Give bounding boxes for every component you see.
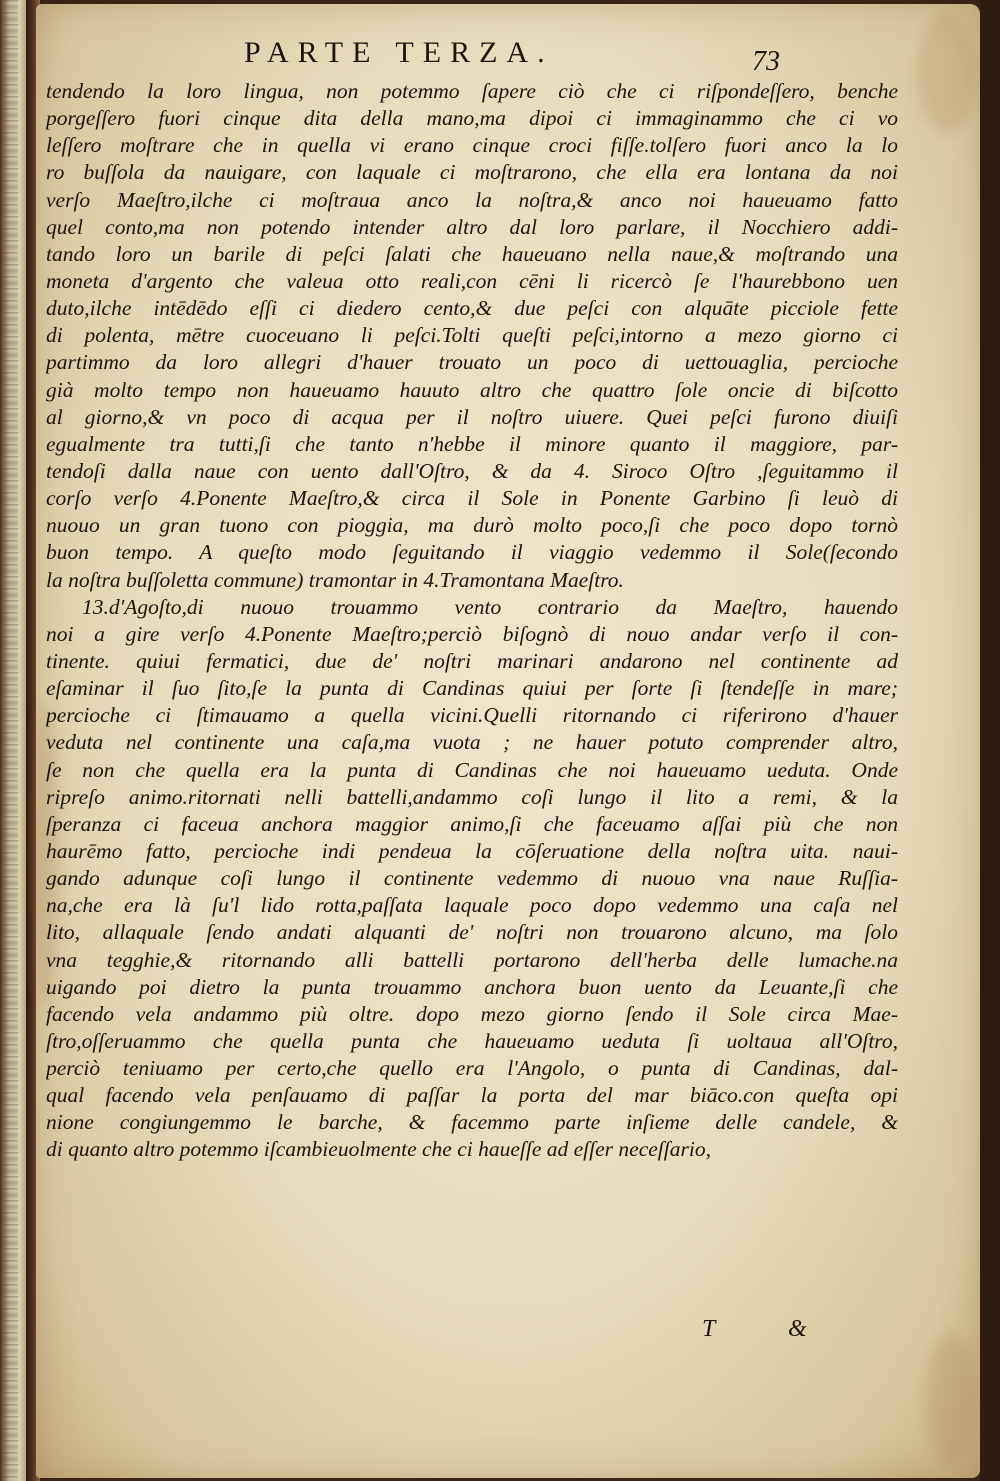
page-number: 73 [752,46,780,77]
text-line: porgeſſero fuori cinque dita della mano,ma dipoi ci immaginammo che ci vo [46,106,898,131]
text-line: buon tempo. A queſto modo ſeguitando il viaggio vedemmo il Sole(ſecondo [46,540,898,565]
text-line: ſe non che quella era la punta di Candinas che noi haueuamo ueduta. Onde [46,757,898,782]
adjacent-page-edge [0,0,26,1481]
text-line: haurēmo fatto, percioche indi pendeua la cōſeruatione della noſtra uita. naui- [46,838,898,863]
text-line: noi a gire verſo 4.Ponente Maeſtro;perciò biſognò di nouo andar verſo il con- [46,621,898,646]
text-line: na,che era là ſu'l lido rotta,paſſata laquale poco dopo vedemmo una caſa nel [46,893,898,918]
text-line: perciò teniuamo per certo,che quello era l'Angolo, o punta di Candinas, dal- [46,1056,898,1081]
text-line: gando adunque coſi lungo il continente vedemmo di nuouo vna naue Ruſſia- [46,866,898,891]
text-line: la noſtra buſſoletta commune) tramontar in 4.Tramontana Maeſtro. [46,567,624,592]
text-line: 13.d'Agoſto,di nuouo trouammo vento contrario da Maeſtro, hauendo [82,594,898,619]
text-line: ro buſſola da nauigare, con laquale ci moſtrarono, che ella era lontana da noi [46,160,898,185]
text-line: moneta d'argento che valeua otto reali,con cēni li ricercò ſe l'haurebbono uen [46,268,898,293]
page-header [36,36,980,76]
text-line: nione congiungemmo le barche, & facemmo parte inſieme delle candele, & [46,1110,898,1135]
text-line: al giorno,& vn poco di acqua per il noſtro uiuere. Quei peſci furono diuiſi [46,404,898,429]
text-line: ſperanza ci faceua anchora maggior animo,ſi che faceuamo aſſai più che non [46,811,898,836]
catchword: & [788,1316,807,1342]
text-line: leſſero moſtrare che in quella vi erano cinque croci fiſſe.tolſero fuori anco la lo [46,133,898,158]
text-line: eſaminar il ſuo ſito,ſe la punta di Candinas quiui per ſorte ſi ſtendeſſe in mare; [46,676,898,701]
text-line: vna tegghie,& ritornando alli battelli portarono dell'herba delle lumache.na [46,947,898,972]
page-footer [36,1316,980,1350]
text-line: ripreſo animo.ritornati nelli battelli,andammo coſi lungo il lito a remi, & la [46,784,898,809]
text-line: tando loro un barile di peſci ſalati che haueuano nella naue,& moſtrando una [46,241,898,266]
paper-stain [926,1334,976,1464]
text-line: tendoſi dalla naue con uento dall'Oſtro, & da 4. Siroco Oſtro ,ſeguitammo il [46,458,898,483]
text-line: corſo verſo 4.Ponente Maeſtro,& circa il Sole in Ponente Garbino ſi leuò di [46,486,898,511]
text-line: tinente. quiui fermatici, due de' noſtri marinari andarono nel continente ad [46,648,898,673]
text-line: egualmente tra tutti,ſi che tanto n'hebbe il minore quanto il maggiore, par- [46,431,898,456]
text-line: ſtro,oſſeruammo che quella punta che haueuamo ueduta ſi uoltaua all'Oſtro, [46,1028,898,1053]
running-title: PARTE TERZA. [244,36,554,69]
text-line: tendendo la loro lingua, non potemmo ſapere ciò che ci riſpondeſſero, benche [46,79,898,103]
text-line: di polenta, mētre cuoceuano li peſci.Tolti queſti peſci,intorno a mezo giorno ci [46,323,898,348]
text-line: verſo Maeſtro,ilche ci moſtraua anco la noſtra,& anco noi haueuamo fatto [46,187,898,212]
body-text [46,78,898,1164]
text-line: di quanto altro potemmo iſcambieuolmente che ci haueſſe ad eſſer neceſſario, [46,1137,711,1162]
text-line: uigando poi dietro la punta trouammo anchora buon uento da Leuante,ſi che [46,974,898,999]
book-page [36,4,980,1478]
background-edge [980,0,1000,1481]
text-line: già molto tempo non haueuamo hauuto altro che quattro ſole oncie di biſcotto [46,377,898,402]
text-line: qual facendo vela penſauamo di paſſar la porta del mar biāco.con queſta opi [46,1083,898,1108]
text-line: quel conto,ma non potendo intender altro dal loro parlare, il Nocchiero addi- [46,214,898,239]
text-line: veduta nel continente una caſa,ma vuota ; ne hauer potuto comprender altro, [46,730,898,755]
text-line: lito, allaquale ſendo andati alquanti de' noſtri non trouarono alcuno, ma ſolo [46,920,898,945]
text-line: duto,ilche intēdēdo eſſi ci diedero cento,& due peſci con alquāte picciole fette [46,296,898,321]
text-line: nuouo un gran tuono con pioggia, ma durò molto poco,ſi che poco dopo tornò [46,513,898,538]
text-line: facendo vela andammo più oltre. dopo mezo giorno ſendo il Sole circa Mae- [46,1001,898,1026]
text-line: partimmo da loro allegri d'hauer trouato un poco di uettouaglia, percioche [46,350,898,375]
text-line: percioche ci ſtimauamo a quella vicini.Quelli ritornando ci riferirono d'hauer [46,703,898,728]
signature-mark: T [702,1316,716,1342]
